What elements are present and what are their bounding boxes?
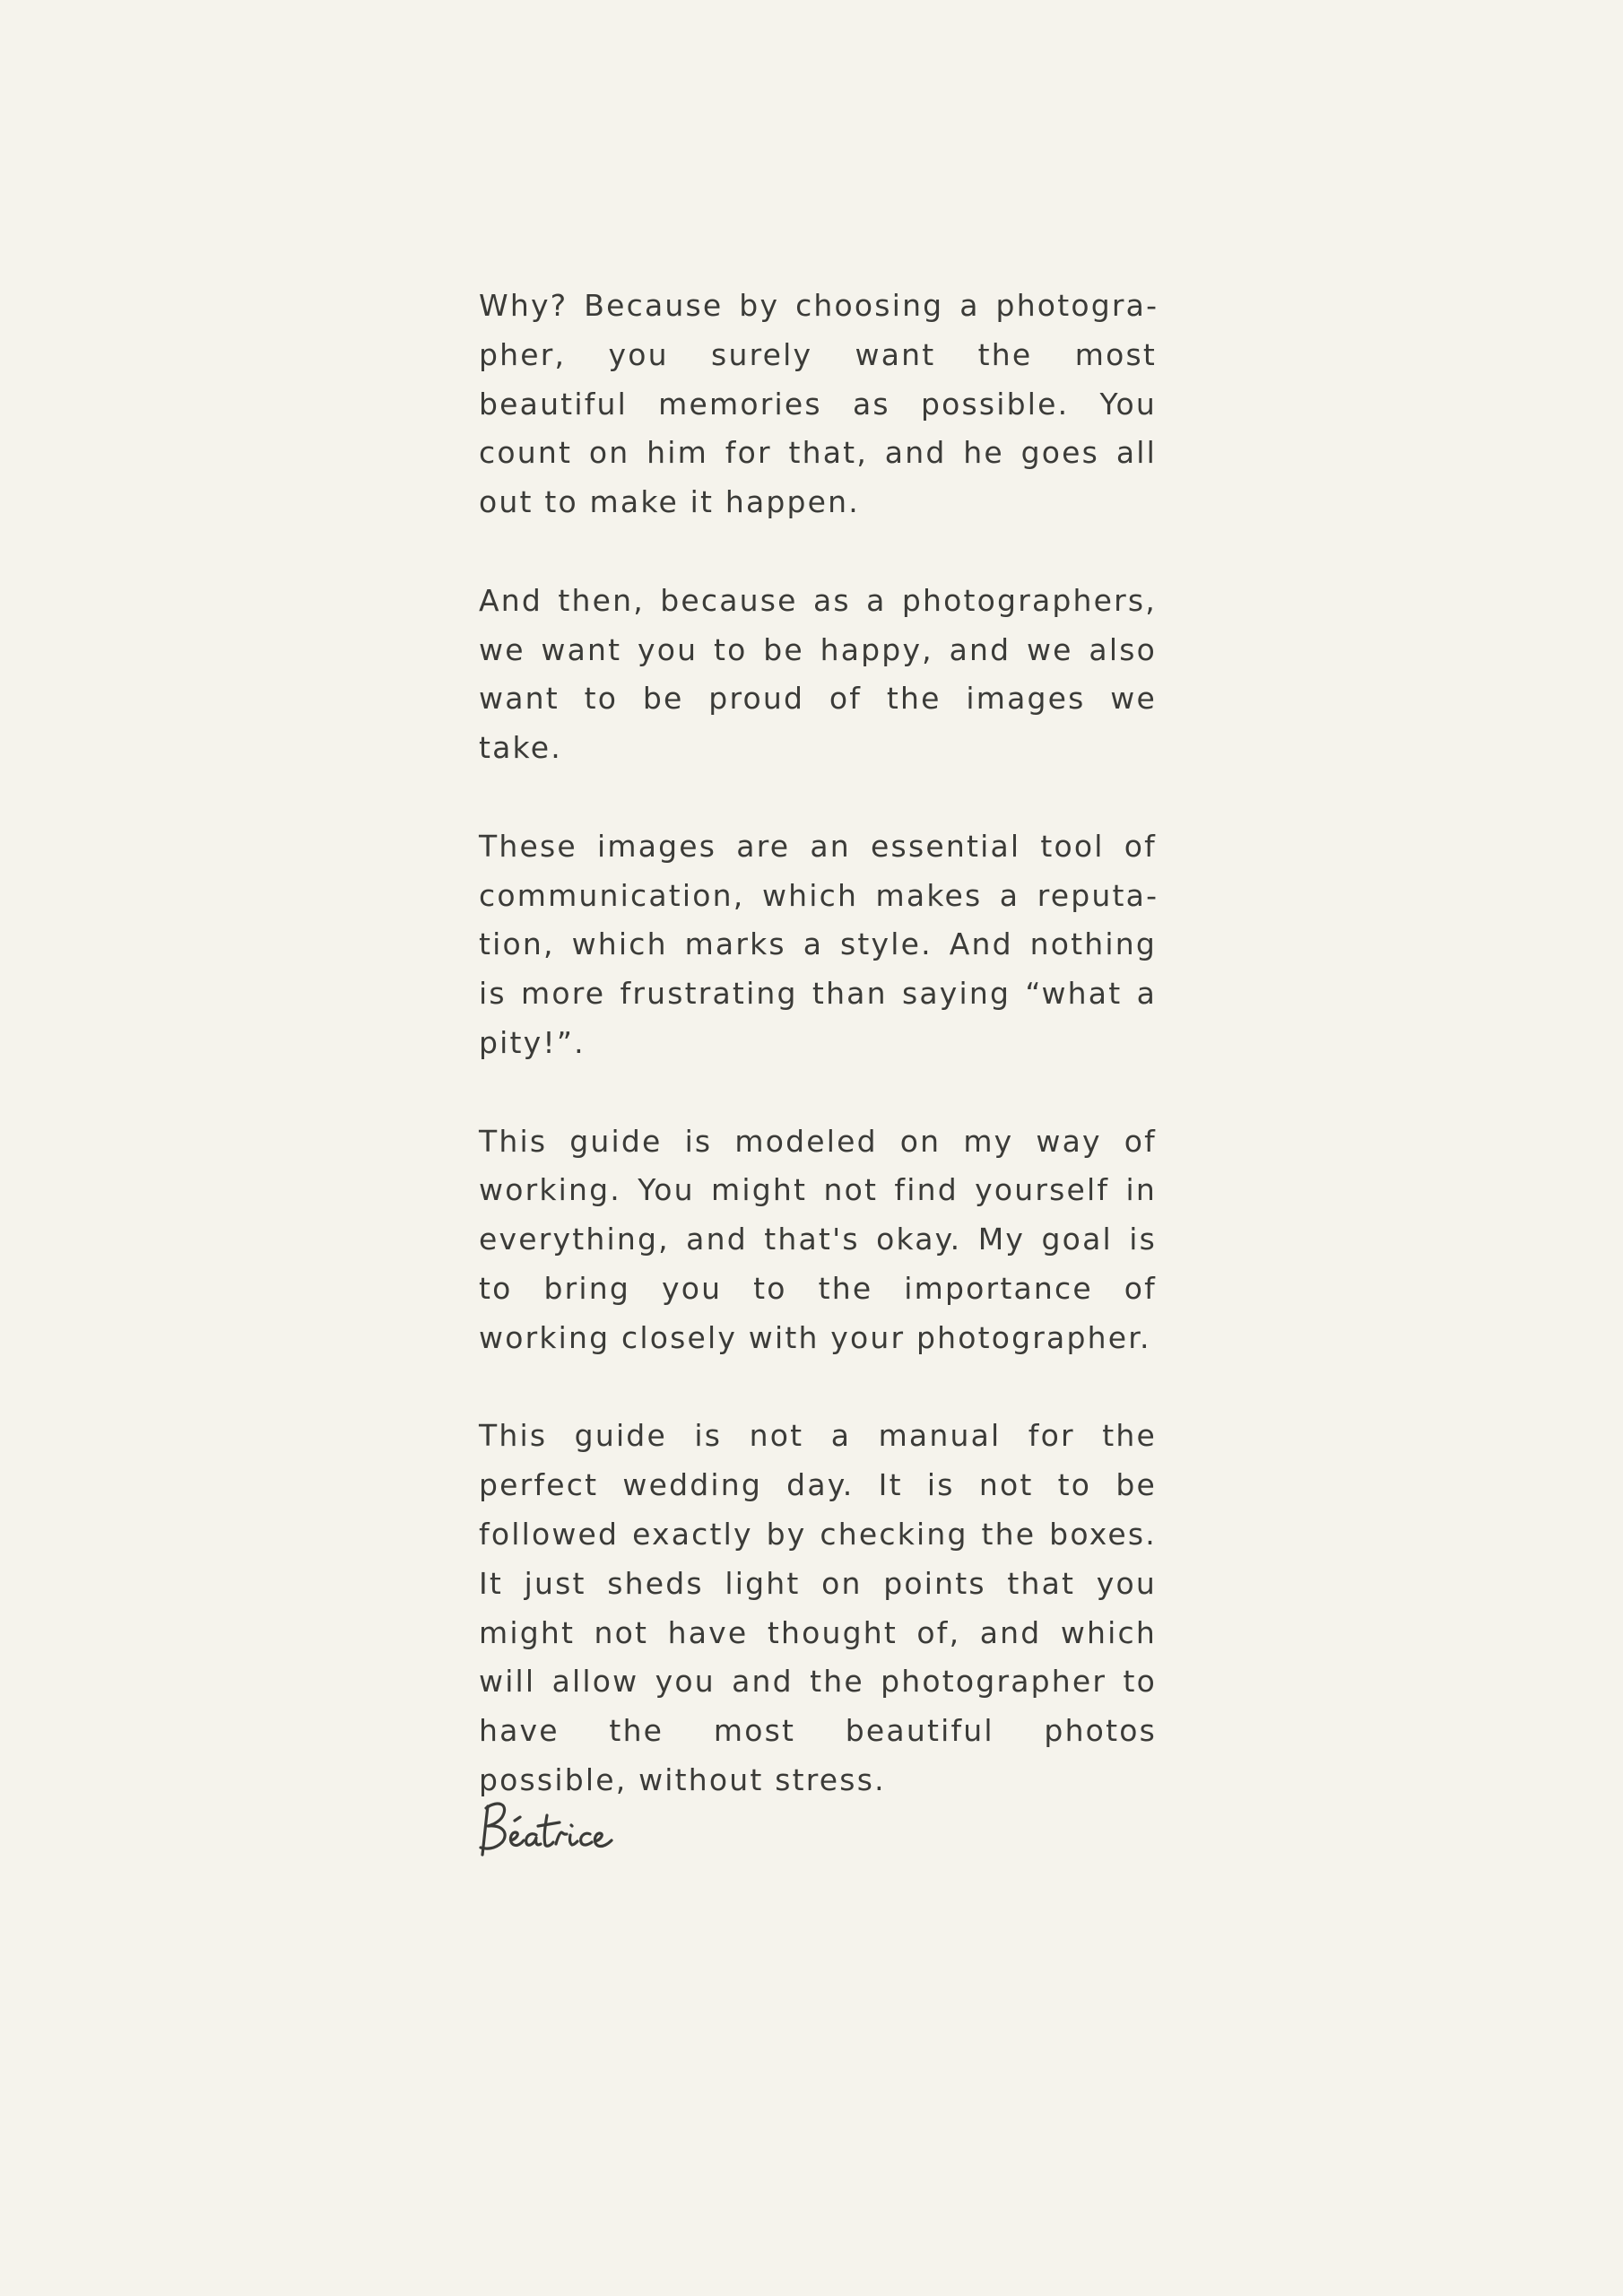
body-text xyxy=(479,282,1157,1855)
handwritten-signature xyxy=(477,1796,621,1862)
paragraph-2: And then, because as a photographers, we want you to be happy, and we also want to be proud of the images we take. xyxy=(479,582,1157,766)
paragraph-4: This guide is modeled on my way of working. You might not find yourself in everything, and that's okay. My goal is to bring you to the importance of working closely with your photographer. xyxy=(479,1123,1157,1355)
signature-drawing xyxy=(477,1796,621,1862)
paragraph-1: Why? Because by choosing a photographer, you surely want the most beautiful memories as possible. You count on him for that, and he goes all out to make it happen. xyxy=(479,288,1157,520)
paragraph-3: These images are an essential tool of communication, which makes a reputation, which marks a style. And nothing is more frustrating than saying “what a pity!”. xyxy=(479,828,1157,1060)
paragraph-5: This guide is not a manual for the perfect wedding day. It is not to be followed exactly by checking the boxes. It just sheds light on points that you might not have thought of, and which will allow you and the photographer to have the most beautiful photos possible, without stress. xyxy=(479,1418,1157,1797)
